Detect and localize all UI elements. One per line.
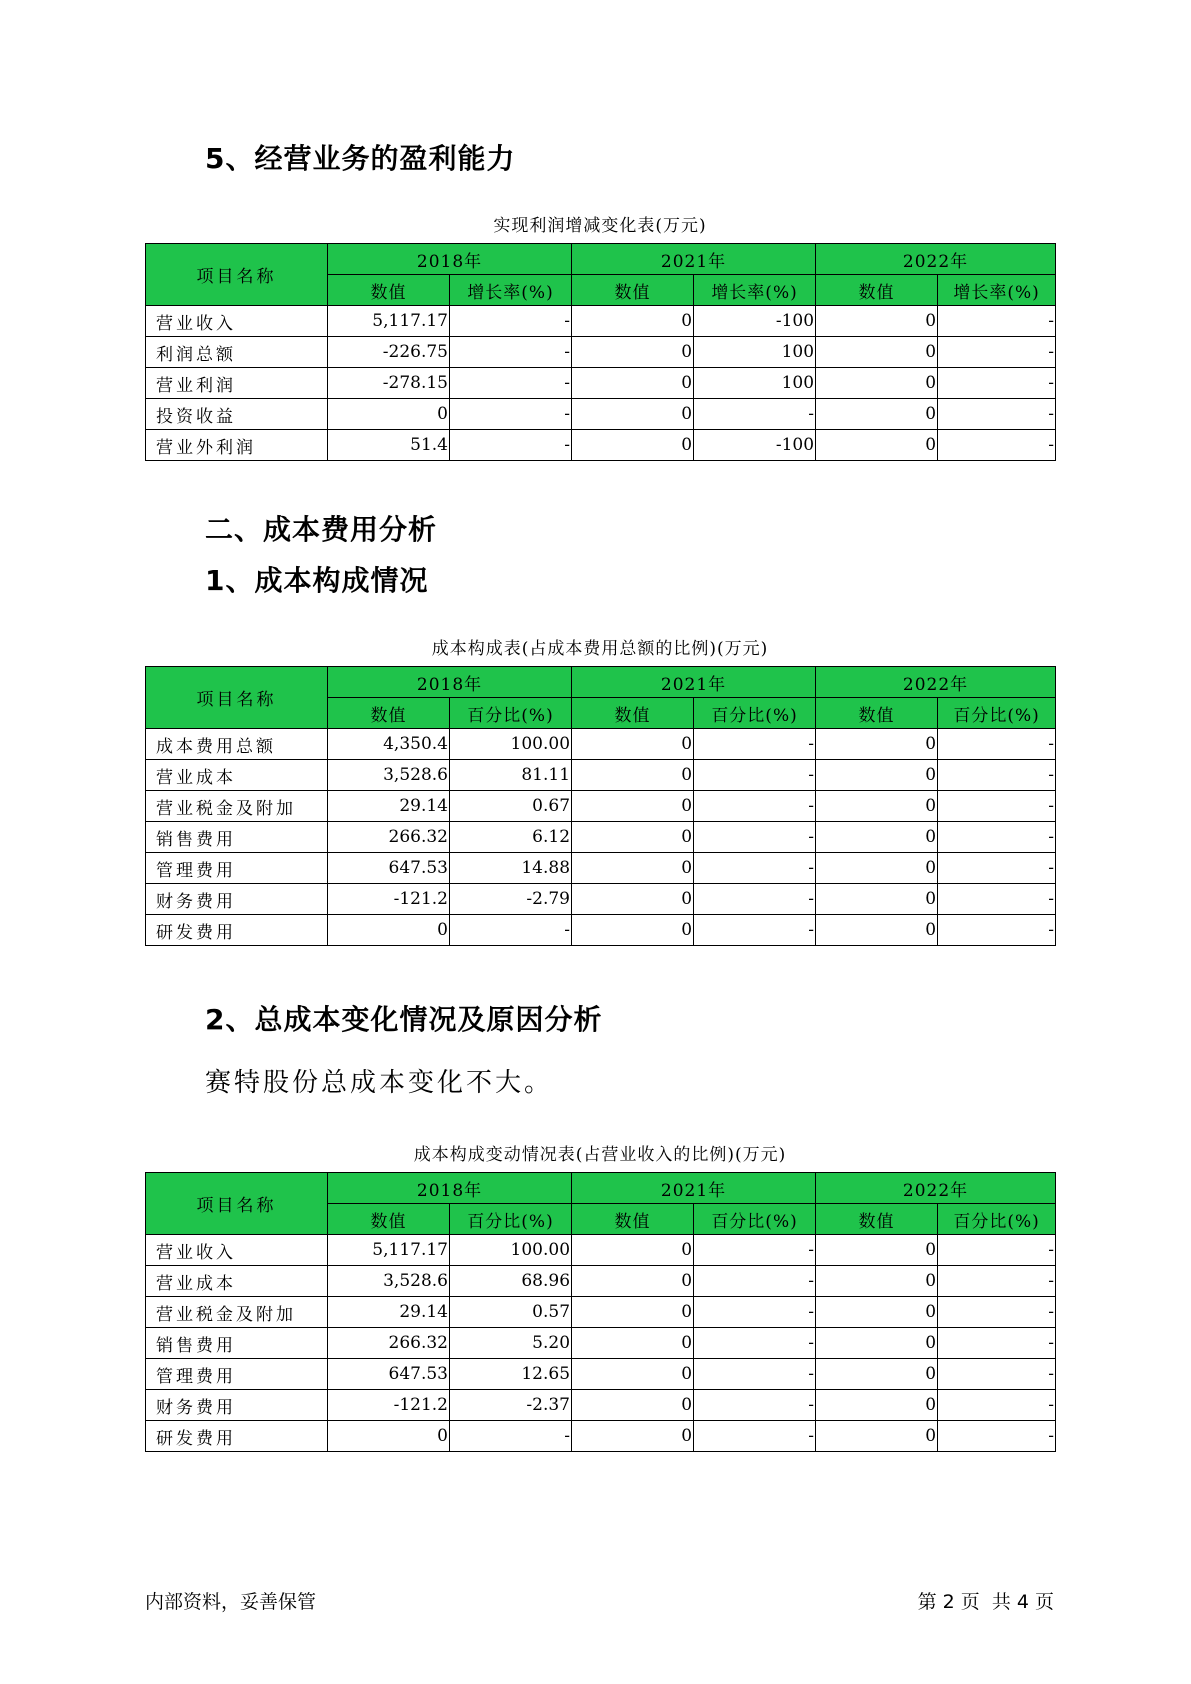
- table-cell: -: [938, 1390, 1056, 1421]
- table-cell: 0: [572, 306, 694, 337]
- table-cell: -: [450, 430, 572, 461]
- row-label: 成本费用总额: [146, 729, 328, 760]
- table-cell: 0: [572, 1421, 694, 1452]
- table-cell: 0: [572, 1297, 694, 1328]
- analysis-paragraph: 赛特股份总成本变化不大。: [205, 1068, 554, 1098]
- table-cell: 0: [328, 915, 450, 946]
- table-row: [146, 791, 1056, 822]
- table-cell: 3,528.6: [328, 760, 450, 791]
- table-cell: -2.79: [450, 884, 572, 915]
- row-label: 研发费用: [146, 1421, 328, 1452]
- table-cell: -121.2: [328, 1390, 450, 1421]
- table-row: [146, 729, 1056, 760]
- table-cell: 0: [572, 1359, 694, 1390]
- table-cell: -: [938, 760, 1056, 791]
- section-heading-cost-analysis: 二、成本费用分析: [205, 513, 438, 546]
- table-cell: -: [938, 337, 1056, 368]
- table-cell: 12.65: [450, 1359, 572, 1390]
- header-subcolumn: 数值: [572, 275, 694, 306]
- header-subcolumn: 增长率(%): [938, 275, 1056, 306]
- row-label: 销售费用: [146, 822, 328, 853]
- row-label: 利润总额: [146, 337, 328, 368]
- table-cell: -: [938, 884, 1056, 915]
- table-cell: 4,350.4: [328, 729, 450, 760]
- table-cell: 0: [816, 368, 938, 399]
- table-cell: -: [938, 822, 1056, 853]
- header-subcolumn: 数值: [816, 275, 938, 306]
- table-cell: 0: [328, 399, 450, 430]
- header-year: 2022年: [816, 1173, 1056, 1204]
- table-cell: -: [694, 1359, 816, 1390]
- header-year: 2018年: [328, 244, 572, 275]
- header-year: 2022年: [816, 244, 1056, 275]
- table-cell: -: [694, 1235, 816, 1266]
- table-cell: -: [938, 1421, 1056, 1452]
- table-cell: 0: [572, 791, 694, 822]
- table-cell: 51.4: [328, 430, 450, 461]
- table-row: [146, 1235, 1056, 1266]
- table-row: [146, 822, 1056, 853]
- table-cell: -: [694, 1297, 816, 1328]
- table-cell: -: [450, 337, 572, 368]
- table-cell: 29.14: [328, 1297, 450, 1328]
- table-cell: 0: [816, 1297, 938, 1328]
- footer-confidential-note: 内部资料，妥善保管: [145, 1591, 317, 1613]
- header-subcolumn: 数值: [328, 698, 450, 729]
- table-cell: -: [450, 399, 572, 430]
- table-cell: -: [938, 1359, 1056, 1390]
- header-subcolumn: 百分比(%): [450, 1204, 572, 1235]
- header-subcolumn: 百分比(%): [450, 698, 572, 729]
- table-cell: -: [938, 399, 1056, 430]
- table-row: [146, 1328, 1056, 1359]
- header-year: 2018年: [328, 667, 572, 698]
- table-cell: -278.15: [328, 368, 450, 399]
- row-label: 财务费用: [146, 884, 328, 915]
- table-row: [146, 1421, 1056, 1452]
- table-cell: 0: [816, 430, 938, 461]
- table-cell: 647.53: [328, 1359, 450, 1390]
- table-cell: -: [938, 1297, 1056, 1328]
- table-cell: -: [694, 760, 816, 791]
- table-cell: -: [694, 822, 816, 853]
- header-subcolumn: 百分比(%): [694, 1204, 816, 1235]
- table-cell: -: [694, 1390, 816, 1421]
- table-cell: 0: [572, 399, 694, 430]
- table-cell: 0: [328, 1421, 450, 1452]
- table-cell: 0: [816, 399, 938, 430]
- table-cell: 5.20: [450, 1328, 572, 1359]
- table-cell: 0.57: [450, 1297, 572, 1328]
- table-cell: -: [450, 306, 572, 337]
- table-cell: 6.12: [450, 822, 572, 853]
- table-row: [146, 1359, 1056, 1390]
- table-cell: -: [450, 915, 572, 946]
- table-cell: -: [694, 853, 816, 884]
- header-subcolumn: 数值: [816, 1204, 938, 1235]
- table-cell: -: [694, 884, 816, 915]
- table-cell: 0: [816, 337, 938, 368]
- table-cell: 0: [572, 884, 694, 915]
- table-cell: -: [938, 1235, 1056, 1266]
- table-cell: 100: [694, 368, 816, 399]
- section-heading-profitability: 5、经营业务的盈利能力: [205, 142, 516, 175]
- header-subcolumn: 增长率(%): [450, 275, 572, 306]
- table-cell: 0: [572, 1390, 694, 1421]
- table-cell: -: [938, 853, 1056, 884]
- table-cell: 100.00: [450, 1235, 572, 1266]
- header-item-name: 项目名称: [146, 667, 328, 729]
- table-cell: 266.32: [328, 1328, 450, 1359]
- table-cell: 0: [816, 729, 938, 760]
- header-subcolumn: 数值: [572, 698, 694, 729]
- table-cell: 0.67: [450, 791, 572, 822]
- table-cell: 0: [572, 853, 694, 884]
- table-cell: 0: [816, 1390, 938, 1421]
- row-label: 营业税金及附加: [146, 791, 328, 822]
- table-cell: 0: [572, 729, 694, 760]
- header-subcolumn: 数值: [328, 275, 450, 306]
- table-cell: -: [450, 368, 572, 399]
- table-cell: -2.37: [450, 1390, 572, 1421]
- table-row: [146, 1266, 1056, 1297]
- cost-composition-table: [145, 666, 1056, 946]
- profit-change-table: [145, 243, 1056, 461]
- cost-change-table: [145, 1172, 1056, 1452]
- table-row: [146, 368, 1056, 399]
- table-cell: 0: [572, 1266, 694, 1297]
- table-cell: -: [694, 729, 816, 760]
- row-label: 财务费用: [146, 1390, 328, 1421]
- header-subcolumn: 数值: [572, 1204, 694, 1235]
- table-cell: 0: [572, 368, 694, 399]
- table-cell: -: [938, 368, 1056, 399]
- table-cell: -: [694, 791, 816, 822]
- table-cell: -: [938, 1328, 1056, 1359]
- table-cell: 0: [816, 1421, 938, 1452]
- table-caption-profit: 实现利润增减变化表(万元): [493, 216, 707, 236]
- table-cell: -: [694, 399, 816, 430]
- header-year: 2021年: [572, 1173, 816, 1204]
- section-heading-cost-composition: 1、成本构成情况: [205, 564, 429, 597]
- table-cell: -: [938, 306, 1056, 337]
- table-caption-cost-composition: 成本构成表(占成本费用总额的比例)(万元): [431, 639, 769, 659]
- header-subcolumn: 数值: [816, 698, 938, 729]
- header-subcolumn: 百分比(%): [694, 698, 816, 729]
- table-cell: 68.96: [450, 1266, 572, 1297]
- table-cell: -: [450, 1421, 572, 1452]
- table-cell: 0: [572, 760, 694, 791]
- table-cell: 3,528.6: [328, 1266, 450, 1297]
- row-label: 营业利润: [146, 368, 328, 399]
- table-row: [146, 306, 1056, 337]
- table-cell: 266.32: [328, 822, 450, 853]
- table-cell: -: [938, 791, 1056, 822]
- row-label: 销售费用: [146, 1328, 328, 1359]
- row-label: 营业成本: [146, 760, 328, 791]
- table-row: [146, 1297, 1056, 1328]
- row-label: 营业收入: [146, 306, 328, 337]
- header-subcolumn: 百分比(%): [938, 698, 1056, 729]
- table-cell: 0: [572, 337, 694, 368]
- table-cell: 5,117.17: [328, 1235, 450, 1266]
- table-cell: 100: [694, 337, 816, 368]
- table-row: [146, 337, 1056, 368]
- table-cell: -: [694, 1266, 816, 1297]
- header-subcolumn: 百分比(%): [938, 1204, 1056, 1235]
- table-cell: 0: [816, 760, 938, 791]
- table-cell: 0: [816, 853, 938, 884]
- row-label: 营业税金及附加: [146, 1297, 328, 1328]
- header-item-name: 项目名称: [146, 244, 328, 306]
- table-cell: 0: [816, 915, 938, 946]
- table-cell: 0: [572, 430, 694, 461]
- table-cell: -100: [694, 430, 816, 461]
- table-cell: 81.11: [450, 760, 572, 791]
- table-cell: 0: [572, 822, 694, 853]
- section-heading-total-cost-change: 2、总成本变化情况及原因分析: [205, 1003, 603, 1036]
- row-label: 营业收入: [146, 1235, 328, 1266]
- table-row: [146, 853, 1056, 884]
- row-label: 管理费用: [146, 853, 328, 884]
- table-row: [146, 760, 1056, 791]
- table-cell: -121.2: [328, 884, 450, 915]
- header-year: 2018年: [328, 1173, 572, 1204]
- row-label: 研发费用: [146, 915, 328, 946]
- table-cell: 0: [572, 1328, 694, 1359]
- footer-page-number: 第 2 页 共 4 页: [917, 1591, 1054, 1613]
- table-cell: 0: [816, 1359, 938, 1390]
- table-cell: -100: [694, 306, 816, 337]
- table-cell: -: [938, 729, 1056, 760]
- header-year: 2022年: [816, 667, 1056, 698]
- table-row: [146, 915, 1056, 946]
- table-cell: 0: [816, 884, 938, 915]
- table-cell: -: [694, 915, 816, 946]
- header-year: 2021年: [572, 667, 816, 698]
- header-subcolumn: 增长率(%): [694, 275, 816, 306]
- header-subcolumn: 数值: [328, 1204, 450, 1235]
- table-cell: 100.00: [450, 729, 572, 760]
- table-cell: -: [694, 1328, 816, 1359]
- table-cell: 0: [572, 1235, 694, 1266]
- table-cell: 0: [572, 915, 694, 946]
- row-label: 营业外利润: [146, 430, 328, 461]
- table-row: [146, 884, 1056, 915]
- row-label: 营业成本: [146, 1266, 328, 1297]
- table-cell: 0: [816, 306, 938, 337]
- table-caption-cost-change: 成本构成变动情况表(占营业收入的比例)(万元): [413, 1145, 787, 1165]
- table-cell: 29.14: [328, 791, 450, 822]
- table-cell: -: [694, 1421, 816, 1452]
- table-cell: 647.53: [328, 853, 450, 884]
- header-item-name: 项目名称: [146, 1173, 328, 1235]
- table-row: [146, 1390, 1056, 1421]
- row-label: 管理费用: [146, 1359, 328, 1390]
- table-cell: 0: [816, 822, 938, 853]
- header-year: 2021年: [572, 244, 816, 275]
- table-cell: 0: [816, 1328, 938, 1359]
- row-label: 投资收益: [146, 399, 328, 430]
- table-cell: -: [938, 1266, 1056, 1297]
- table-cell: -226.75: [328, 337, 450, 368]
- table-cell: 0: [816, 791, 938, 822]
- table-row: [146, 399, 1056, 430]
- table-cell: -: [938, 430, 1056, 461]
- table-cell: 14.88: [450, 853, 572, 884]
- table-cell: 0: [816, 1235, 938, 1266]
- table-cell: 5,117.17: [328, 306, 450, 337]
- table-row: [146, 430, 1056, 461]
- table-cell: 0: [816, 1266, 938, 1297]
- table-cell: -: [938, 915, 1056, 946]
